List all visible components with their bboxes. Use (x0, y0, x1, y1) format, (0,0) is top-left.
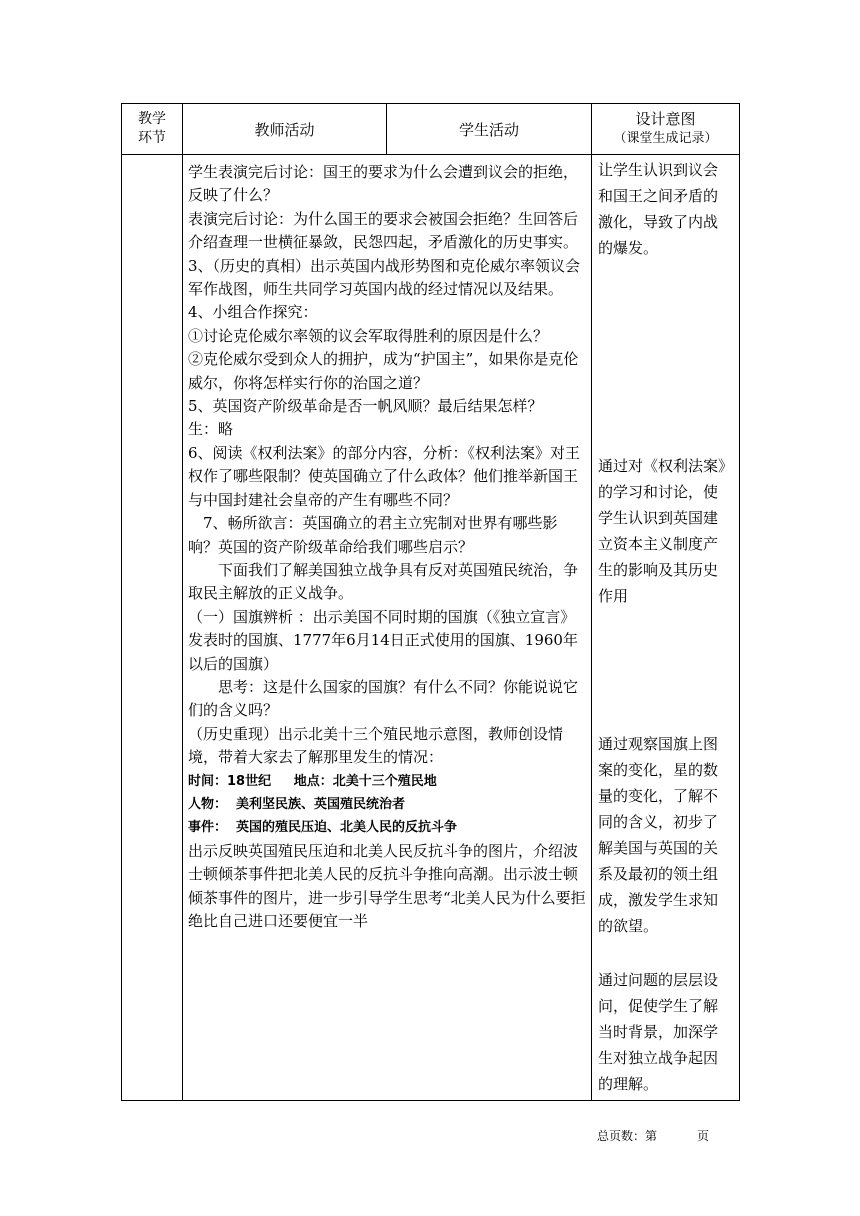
teacher-line: 下面我们了解美国独立战争具有反对英国殖民统治，争取民主解放的正义战争。 (188, 560, 579, 603)
teacher-line: 学生表演完后讨论：国王的要求为什么会遭到议会的拒绝，反映了什么？ (188, 163, 579, 205)
teacher-line: ②克伦威尔受到众人的拥护，成为“护国主”，如果你是克伦威尔，你将怎样实行你的治国之道？ (188, 350, 579, 392)
teacher-line-event: 事件： 英国的殖民压迫、北美人民的反抗斗争 (188, 820, 458, 836)
header-teaching-stage-line2: 环节 (138, 130, 166, 146)
teacher-line: 7、畅所欲言：英国确立的君主立宪制对世界有哪些影响？英国的资产阶级革命给我们哪些启示？ (188, 514, 558, 556)
header-teaching-stage-line1: 教学 (138, 111, 166, 127)
teacher-line: ①讨论克伦威尔率领的议会军取得胜利的原因是什么？ (188, 326, 549, 345)
design-note: 通过问题的层层设问，促使学生了解当时背景，加深学生对独立战争起因的理解。 (598, 971, 719, 1093)
footer-page-label: 总页数：第 (597, 1129, 658, 1143)
teaching-stage-cell (122, 155, 183, 1101)
design-note: 通过观察国旗上图案的变化，星的数量的变化，了解不同的含义，初步了解美国与英国的关系及最初的领土组成，激发学生求知的欲望。 (598, 735, 719, 935)
teacher-line: （历史重现）出示北美十三个殖民地示意图，教师创设情境，带着大家去了解那里发生的情况： (188, 724, 564, 767)
teacher-line: 3、（历史的真相）出示英国内战形势图和克伦威尔率领议会军作战图，师生共同学习英国内战的经过情况以及结果。 (188, 256, 581, 299)
header-design-intent-line2: （课堂生成记录） (613, 131, 718, 146)
header-student-activity: 学生活动 (387, 104, 592, 155)
table-body-row (122, 155, 740, 1101)
teacher-line: 生：略 (188, 420, 234, 439)
design-note: 通过对《权利法案》的学习和讨论，使学生认识到英国建立资本主义制度产生的影响及其历史作用 (598, 457, 726, 605)
teacher-line: 出示反映英国殖民压迫和北美人民反抗斗争的图片，介绍波士顿倾茶事件把北美人民的反抗斗争推向高潮。出示波士顿倾茶事件的图片，进一步引导学生思考“北美人民为什么要拒绝比自己进口还要便宜一半 (188, 841, 586, 930)
header-teaching-stage (122, 104, 183, 155)
page-footer (597, 1127, 709, 1144)
header-teacher-activity: 教师活动 (183, 104, 387, 155)
teacher-line: 6、阅读《权利法案》的部分内容，分析：《权利法案》对王权作了哪些限制？使英国确立了什么政体？他们推举新国王与中国封建社会皇帝的产生有哪些不同？ (188, 443, 581, 509)
teacher-line-time-place: 时间：18世纪 地点：北美十三个殖民地 (188, 773, 437, 789)
table-header-row (122, 104, 740, 155)
footer-page-suffix: 页 (697, 1129, 710, 1143)
teacher-line: 思考：这是什么国家的国旗？有什么不同？你能说说它们的含义吗？ (188, 677, 579, 720)
teacher-activity-cell (183, 155, 592, 1101)
teacher-line-people: 人物： 美利坚民族、英国殖民统治者 (188, 796, 406, 812)
design-note: 让学生认识到议会和国王之间矛盾的激化，导致了内战的爆发。 (598, 161, 719, 257)
teacher-line: 5、英国资产阶级革命是否一帆风顺？最后结果怎样？ (188, 397, 543, 416)
design-intent-cell (592, 155, 740, 1101)
header-design-intent (592, 104, 740, 155)
teacher-line: 表演完后讨论：为什么国王的要求会被国会拒绝？生回答后介绍查理一世横征暴敛，民怨四起，矛盾激化的历史事实。 (188, 209, 579, 252)
header-design-intent-line1: 设计意图 (635, 110, 696, 128)
teacher-line: （一）国旗辨析 ：出示美国不同时期的国旗（《独立宣言》发表时的国旗、1777年6月14日正式使用的国旗、1960年以后的国旗） (188, 607, 578, 673)
teacher-line: 4、小组合作探究： (188, 303, 318, 322)
lesson-plan-table (121, 103, 740, 1101)
